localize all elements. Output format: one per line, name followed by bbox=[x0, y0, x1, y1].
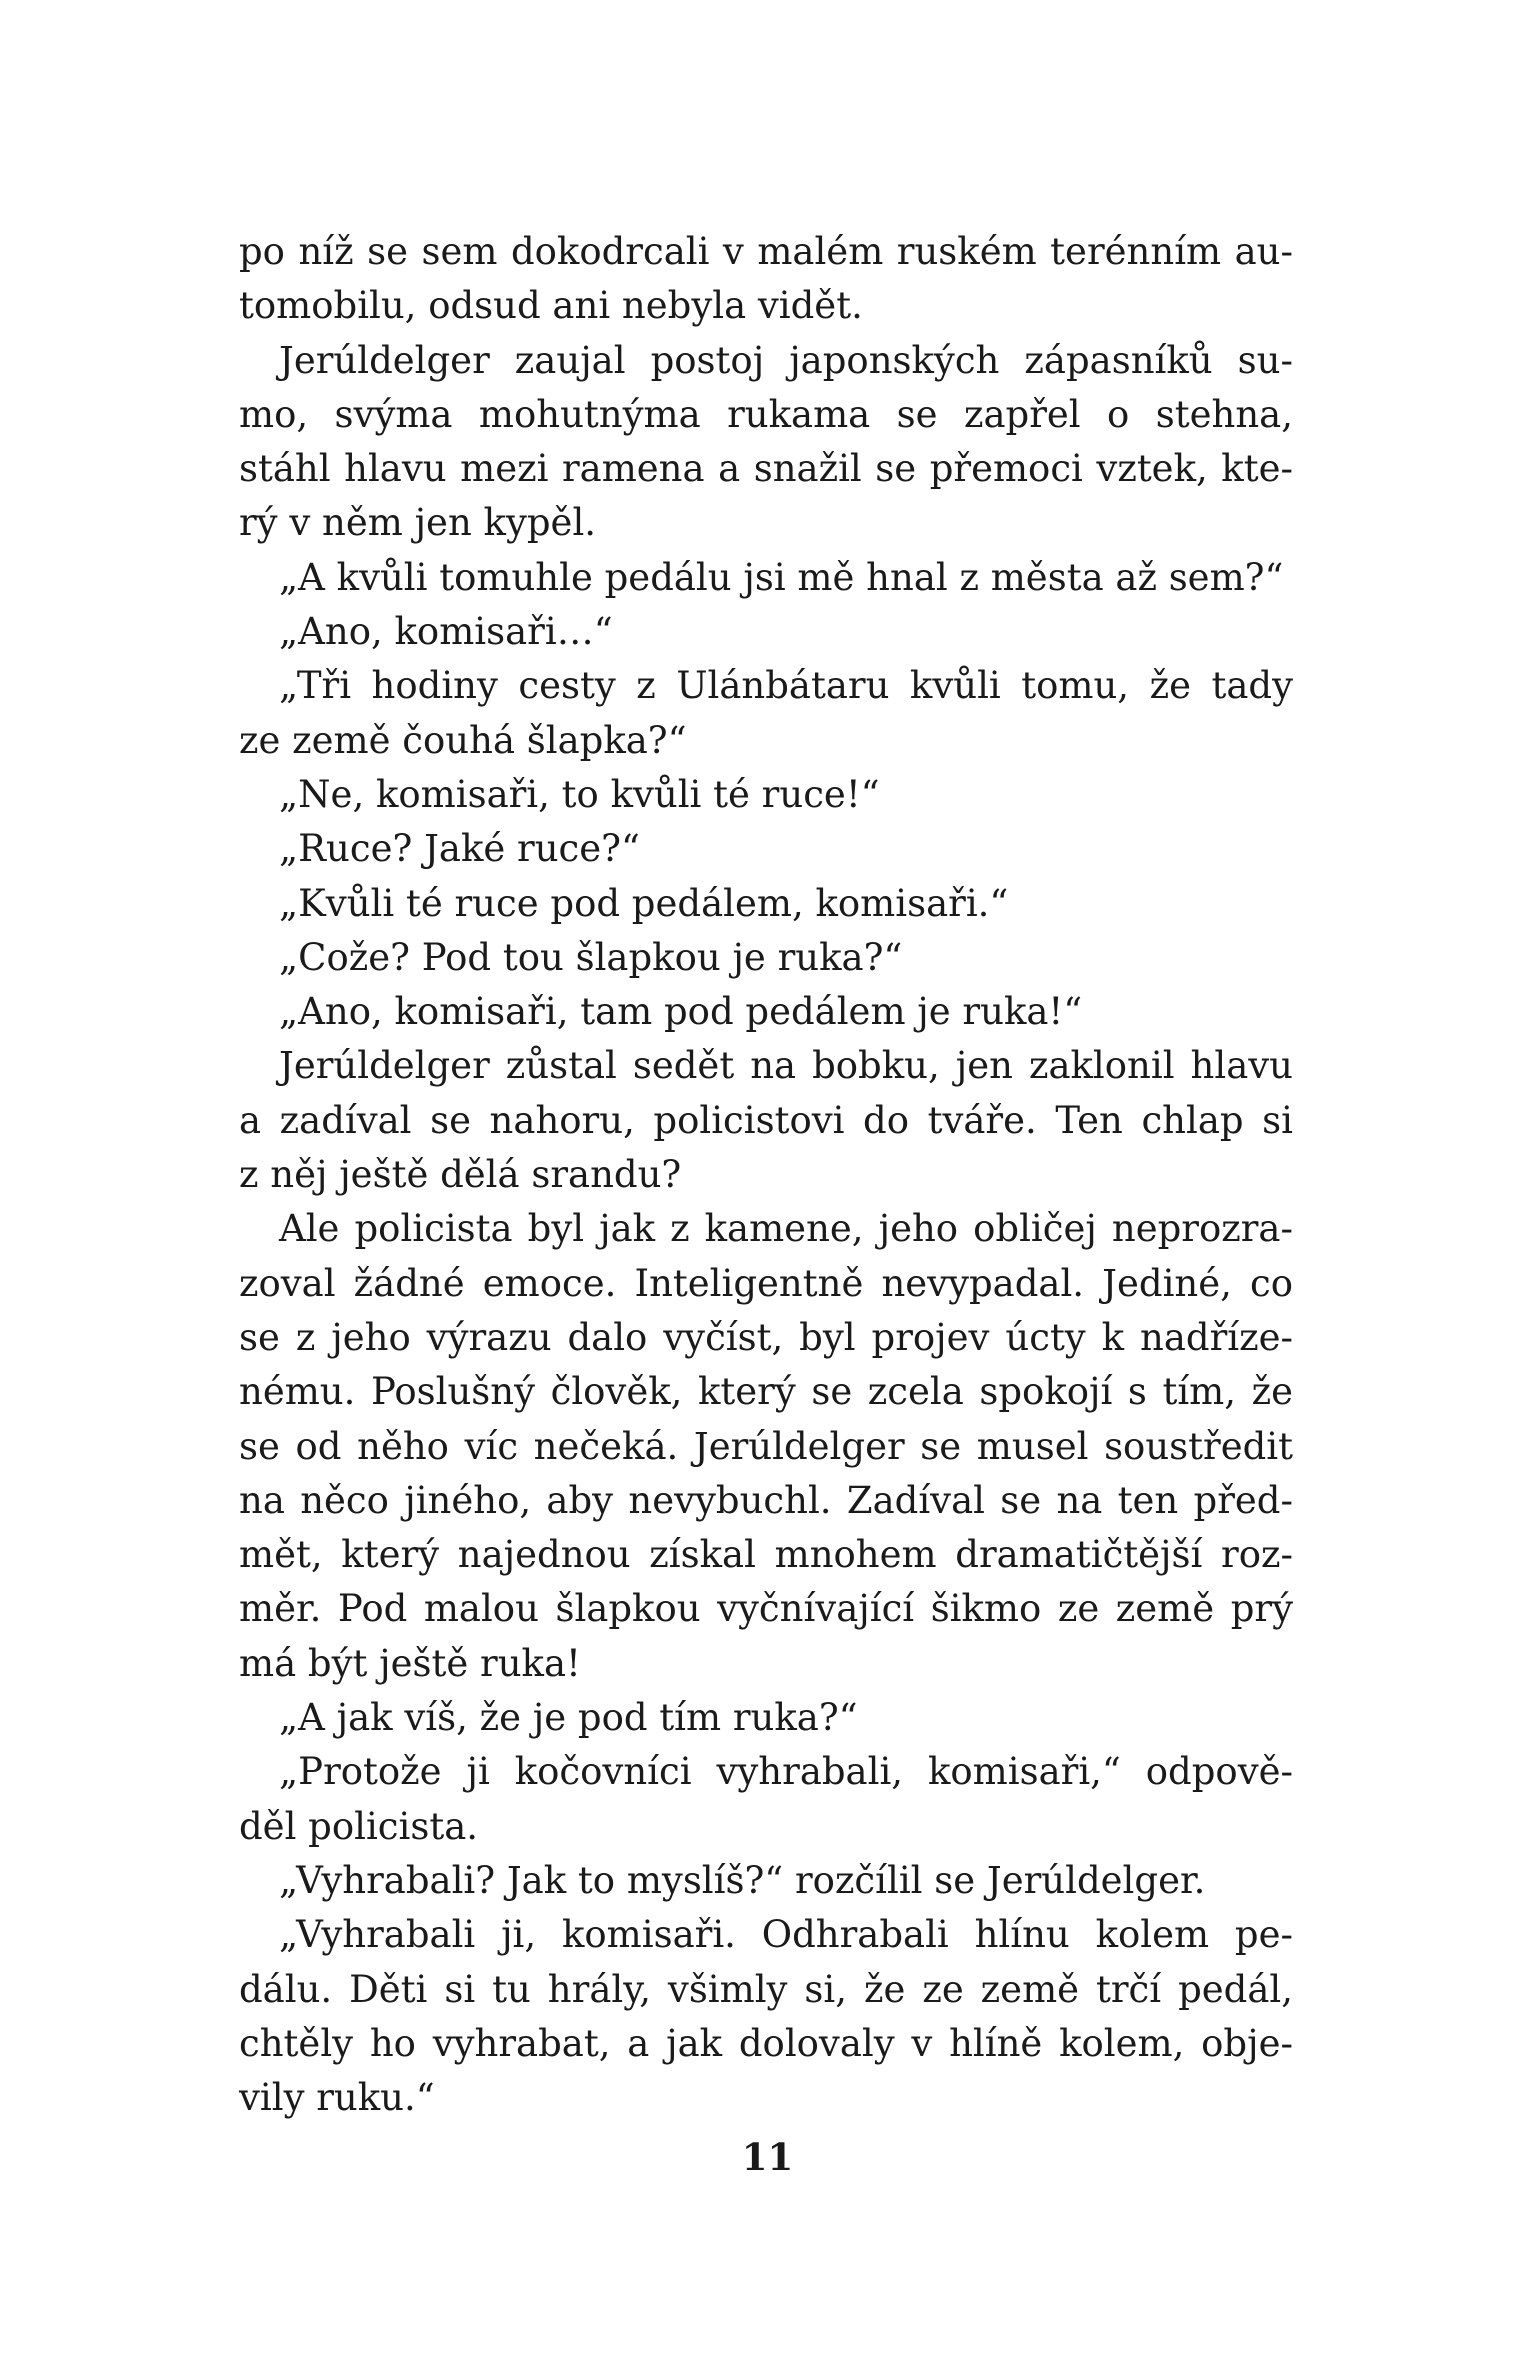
text-line: „Vyhrabali ji, komisaři. Odhrabali hlínu kolem pe- bbox=[279, 1913, 1293, 1957]
text-line: po níž se sem dokodrcali v malém ruském terénním au- bbox=[239, 230, 1293, 273]
text-line: měr. Pod malou šlapkou vyčnívající šikmo ze země prý bbox=[239, 1587, 1293, 1631]
text-line: Jerúldelger zůstal sedět na bobku, jen zaklonil hlavu bbox=[279, 1044, 1293, 1088]
text-line: „Protože ji kočovníci vyhrabali, komisaři,“ odpově- bbox=[279, 1750, 1293, 1794]
text-line: „Ano, komisaři, tam pod pedálem je ruka!“ bbox=[279, 990, 1083, 1034]
text-line: „Ne, komisaři, to kvůli té ruce!“ bbox=[279, 772, 880, 816]
text-line: Ale policista byl jak z kamene, jeho obličej neprozra- bbox=[279, 1207, 1293, 1251]
text-line: ze země čouhá šlapka?“ bbox=[239, 718, 687, 762]
text-line: nému. Poslušný člověk, který se zcela spokojí s tím, že bbox=[239, 1370, 1293, 1414]
text-line: z něj ještě dělá srandu? bbox=[239, 1153, 682, 1197]
text-line: „A kvůli tomuhle pedálu jsi mě hnal z města až sem?“ bbox=[279, 555, 1284, 599]
text-line: má být ještě ruka! bbox=[239, 1641, 581, 1685]
text-line: tomobilu, odsud ani nebyla vidět. bbox=[239, 284, 863, 328]
text-line: děl policista. bbox=[239, 1804, 479, 1848]
text-line: rý v něm jen kypěl. bbox=[239, 501, 597, 545]
text-line: a zadíval se nahoru, policistovi do tváře. Ten chlap si bbox=[239, 1098, 1293, 1142]
text-line: chtěly ho vyhrabat, a jak dolovaly v hlíně kolem, obje- bbox=[239, 2021, 1293, 2065]
body-text bbox=[239, 225, 1293, 2125]
text-line: se od něho víc nečeká. Jerúldelger se musel soustředit bbox=[239, 1424, 1293, 1468]
text-line: se z jeho výrazu dalo vyčíst, byl projev úcty k nadříze- bbox=[239, 1315, 1293, 1359]
text-line: „Vyhrabali? Jak to myslíš?“ rozčílil se Jerúldelger. bbox=[279, 1858, 1206, 1902]
text-line: „Kvůli té ruce pod pedálem, komisaři.“ bbox=[279, 881, 1009, 925]
text-line: stáhl hlavu mezi ramena a snažil se přemoci vztek, kte- bbox=[239, 447, 1293, 491]
text-line: dálu. Děti si tu hrály, všimly si, že ze země trčí pedál, bbox=[239, 1967, 1293, 2011]
text-line: vily ruku.“ bbox=[239, 2076, 435, 2120]
text-line: mět, který najednou získal mnohem dramatičtější roz- bbox=[239, 1533, 1293, 1577]
text-line: „Ruce? Jaké ruce?“ bbox=[279, 827, 640, 871]
text-line: „Ano, komisaři…“ bbox=[279, 610, 613, 654]
text-line: „Tři hodiny cesty z Ulánbátaru kvůli tomu, že tady bbox=[279, 664, 1293, 708]
text-line: „A jak víš, že je pod tím ruka?“ bbox=[279, 1696, 858, 1740]
text-line: mo, svýma mohutnýma rukama se zapřel o stehna, bbox=[239, 392, 1293, 436]
text-line: Jerúldelger zaujal postoj japonských zápasníků su- bbox=[279, 338, 1293, 382]
text-line: na něco jiného, aby nevybuchl. Zadíval se na ten před- bbox=[239, 1478, 1293, 1522]
page-number: 11 bbox=[741, 2135, 794, 2179]
text-line: „Cože? Pod tou šlapkou je ruka?“ bbox=[279, 935, 903, 979]
text-line: zoval žádné emoce. Inteligentně nevypadal. Jediné, co bbox=[239, 1261, 1293, 1305]
